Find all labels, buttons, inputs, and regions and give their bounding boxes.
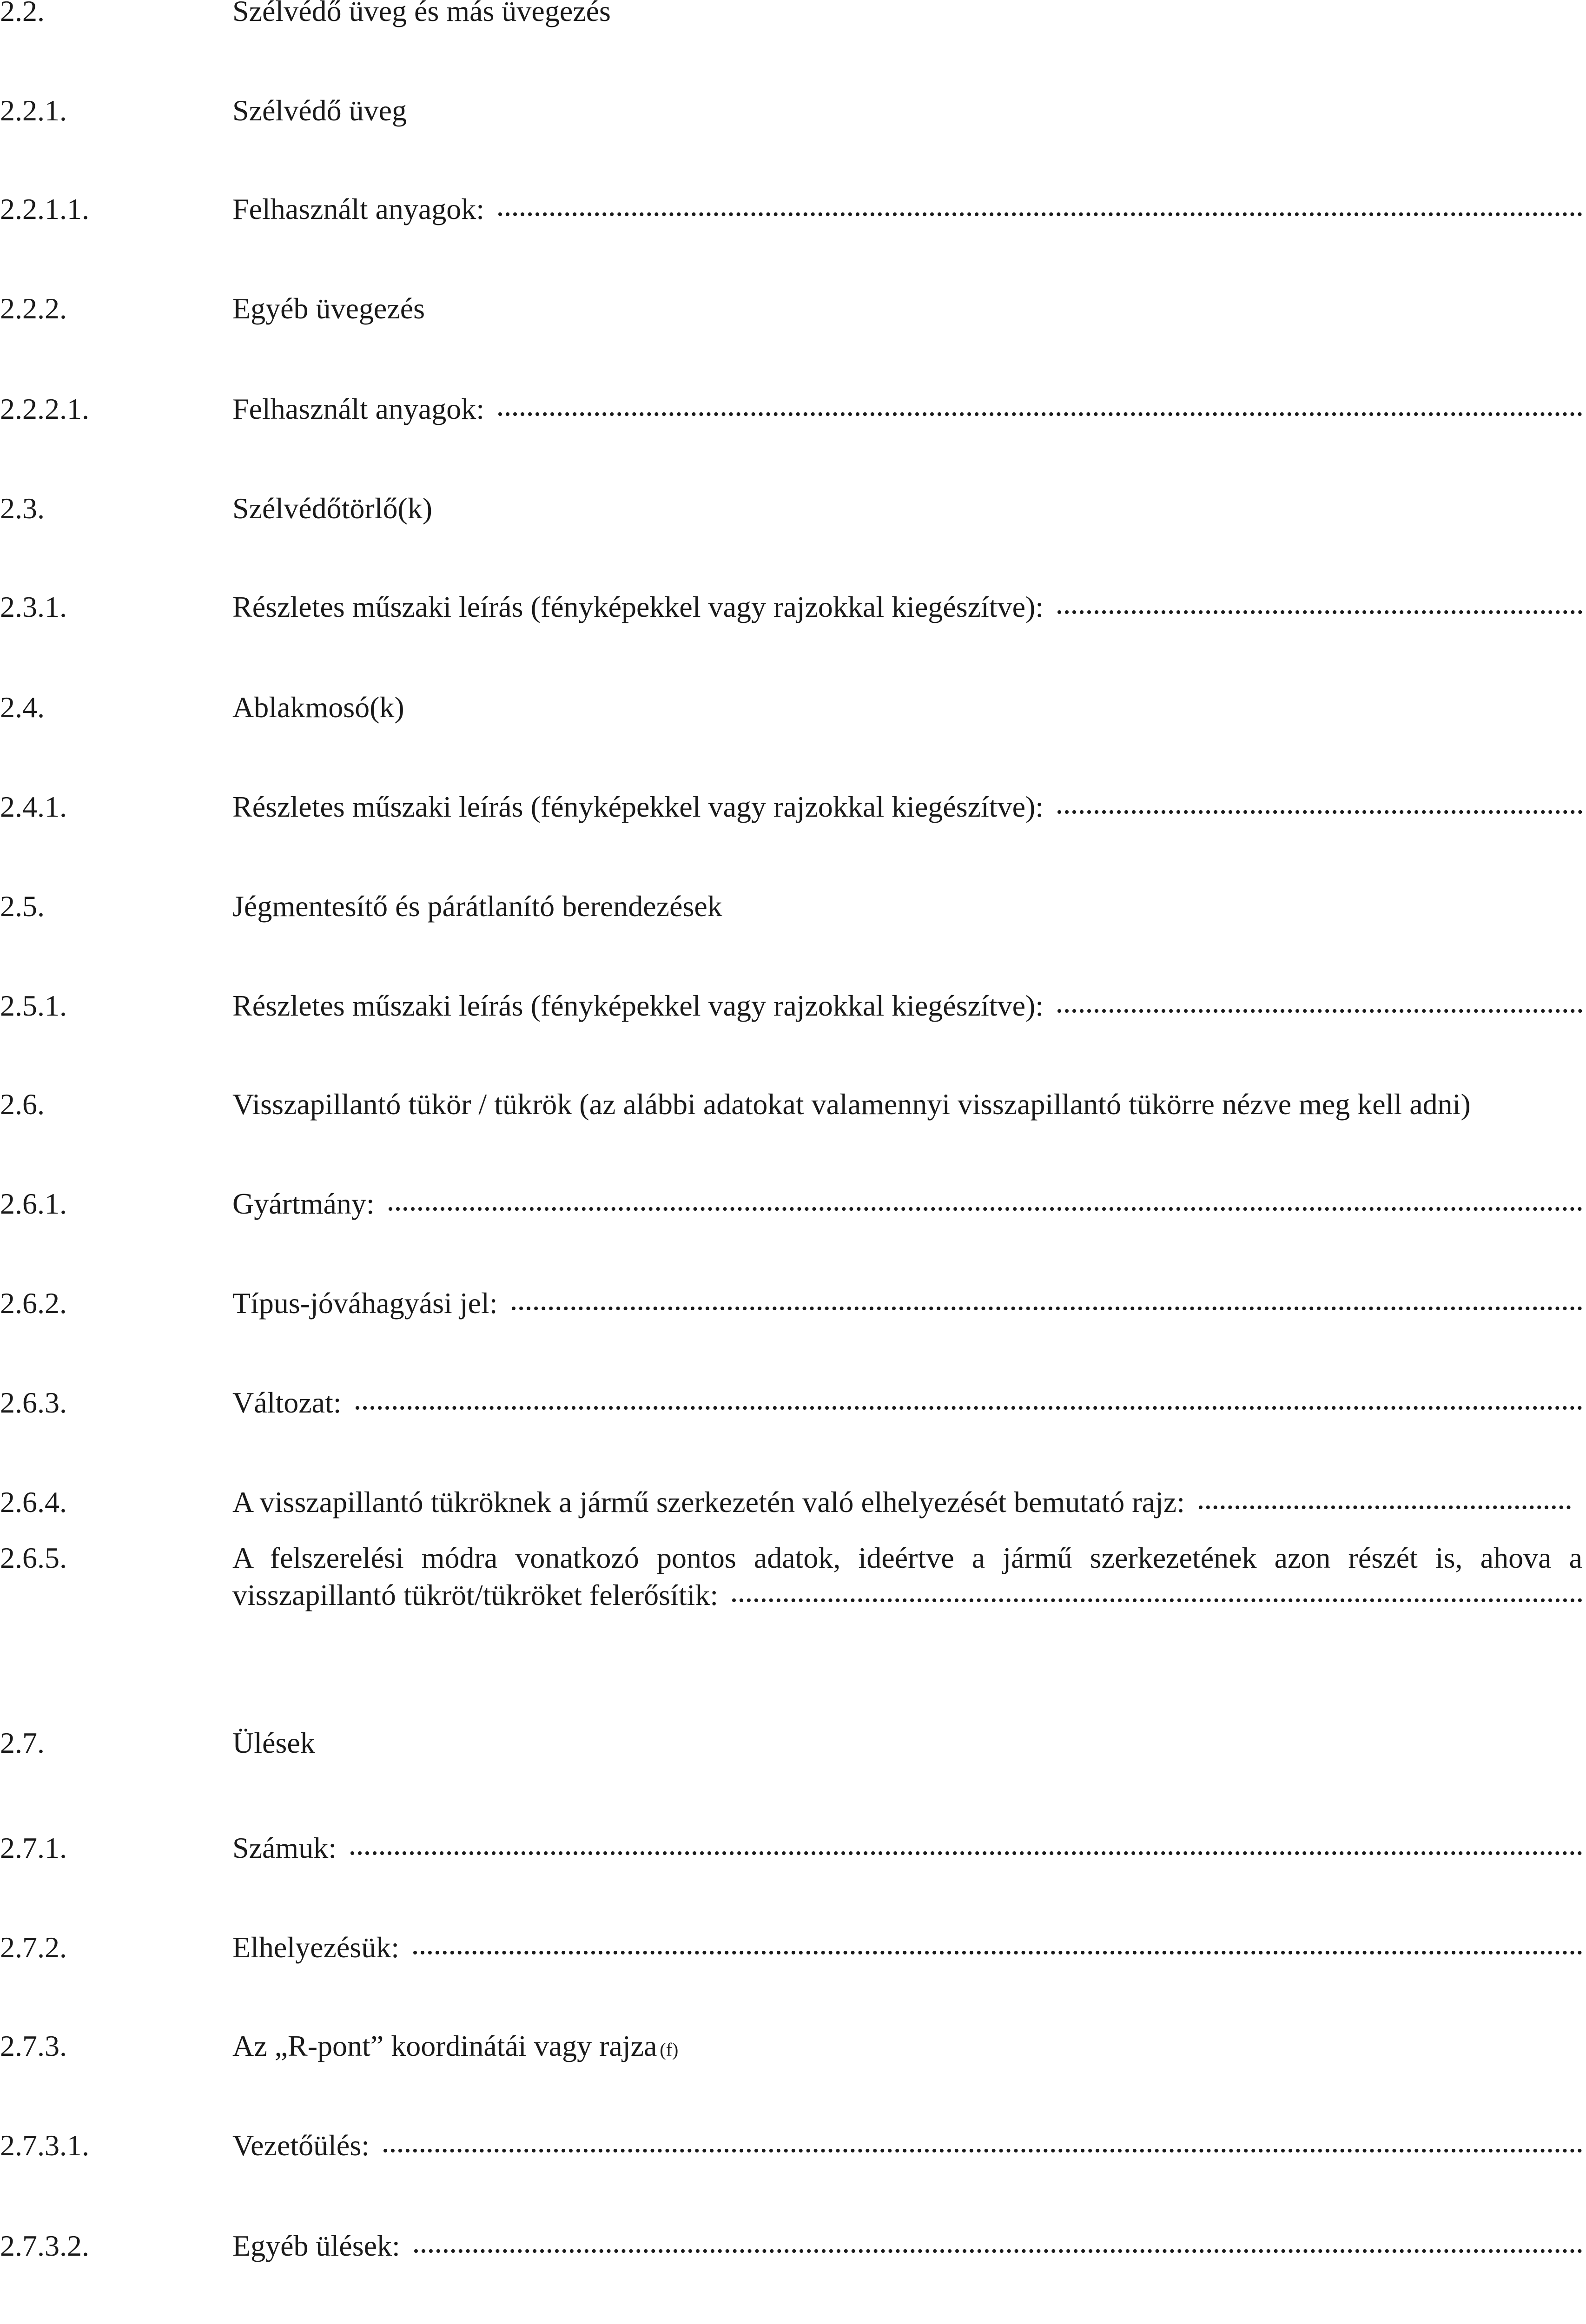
item-number: 2.2.2.1. [0, 392, 89, 425]
item-number: 2.3.1. [0, 590, 67, 623]
item-text: Visszapillantó tükör / tükrök (az alábbi adatokat valamennyi visszapillantó tükörre nézve meg kell adni) [232, 1088, 1471, 1121]
item-number: 2.6.5. [0, 1541, 67, 1574]
item-text: Egyéb ülések: [232, 2229, 400, 2262]
fill-in-dots [383, 2149, 1582, 2152]
fill-in-dots [1057, 1009, 1582, 1013]
item-number: 2.6.3. [0, 1386, 67, 1419]
item-text: Ablakmosó(k) [232, 691, 404, 724]
item-text: Ülések [232, 1726, 315, 1759]
item-number: 2.2.2. [0, 292, 67, 325]
item-number: 2.5.1. [0, 989, 67, 1022]
item-text: Felhasznált anyagok: [232, 192, 485, 225]
item-number: 2.2.1.1. [0, 192, 89, 225]
fill-in-dots [356, 1406, 1582, 1410]
item-text: Az „R-pont” koordinátái vagy rajza [232, 2029, 657, 2062]
item-text: Vezetőülés: [232, 2129, 370, 2162]
item-text: Szélvédő üveg [232, 94, 407, 127]
item-text: Szélvédőtörlő(k) [232, 492, 433, 525]
item-text: Részletes műszaki leírás (fényképekkel vagy rajzokkal kiegészítve): [232, 989, 1044, 1022]
item-text: Jégmentesítő és párátlanító berendezések [232, 890, 722, 923]
fill-in-dots [414, 2249, 1582, 2253]
item-text: Szélvédő üveg és más üvegezés [232, 0, 611, 27]
item-number: 2.7. [0, 1726, 45, 1759]
item-text: Változat: [232, 1386, 342, 1419]
item-text: Részletes műszaki leírás (fényképekkel vagy rajzokkal kiegészítve): [232, 590, 1044, 623]
item-number: 2.7.1. [0, 1831, 67, 1864]
item-number: 2.7.3. [0, 2029, 67, 2062]
fill-in-dots [1199, 1505, 1571, 1509]
item-text: Részletes műszaki leírás (fényképekkel vagy rajzokkal kiegészítve): [232, 790, 1044, 823]
item-number: 2.7.3.2. [0, 2229, 89, 2262]
item-text: A visszapillantó tükröknek a jármű szerkezetén való elhelyezését bemutató rajz: [232, 1486, 1185, 1519]
fill-in-dots [389, 1207, 1582, 1211]
fill-in-dots [512, 1307, 1582, 1310]
item-text: A felszerelési módra vonatkozó pontos adatok, ideértve a jármű szerkezetének azon részét is, ahova a [232, 1541, 1582, 1574]
item-number: 2.7.3.1. [0, 2129, 89, 2162]
item-number: 2.6.2. [0, 1287, 67, 1320]
item-number: 2.6.1. [0, 1187, 67, 1220]
item-number: 2.5. [0, 890, 45, 923]
fill-in-dots [350, 1851, 1582, 1855]
item-text: Elhelyezésük: [232, 1931, 399, 1964]
item-number: 2.2.1. [0, 94, 67, 127]
item-number: 2.3. [0, 492, 45, 525]
item-text: Felhasznált anyagok: [232, 392, 485, 425]
footnote-reference[interactable]: (f) [660, 2039, 679, 2060]
item-number: 2.4. [0, 691, 45, 724]
item-text: Egyéb üvegezés [232, 292, 425, 325]
fill-in-dots [498, 212, 1582, 216]
item-number: 2.6. [0, 1088, 45, 1121]
fill-in-dots [1057, 610, 1582, 614]
item-number: 2.4.1. [0, 790, 67, 823]
item-text-continued: visszapillantó tükröt/tükröket felerősítik: [232, 1578, 719, 1611]
fill-in-dots [1057, 810, 1582, 814]
item-number: 2.7.2. [0, 1931, 67, 1964]
item-number: 2.2. [0, 0, 45, 27]
fill-in-dots [413, 1951, 1582, 1954]
item-text: Számuk: [232, 1831, 337, 1864]
fill-in-dots [498, 412, 1582, 416]
fill-in-dots [732, 1598, 1582, 1602]
item-text: Gyártmány: [232, 1187, 375, 1220]
item-text: Típus-jóváhagyási jel: [232, 1287, 498, 1320]
item-number: 2.6.4. [0, 1486, 67, 1519]
